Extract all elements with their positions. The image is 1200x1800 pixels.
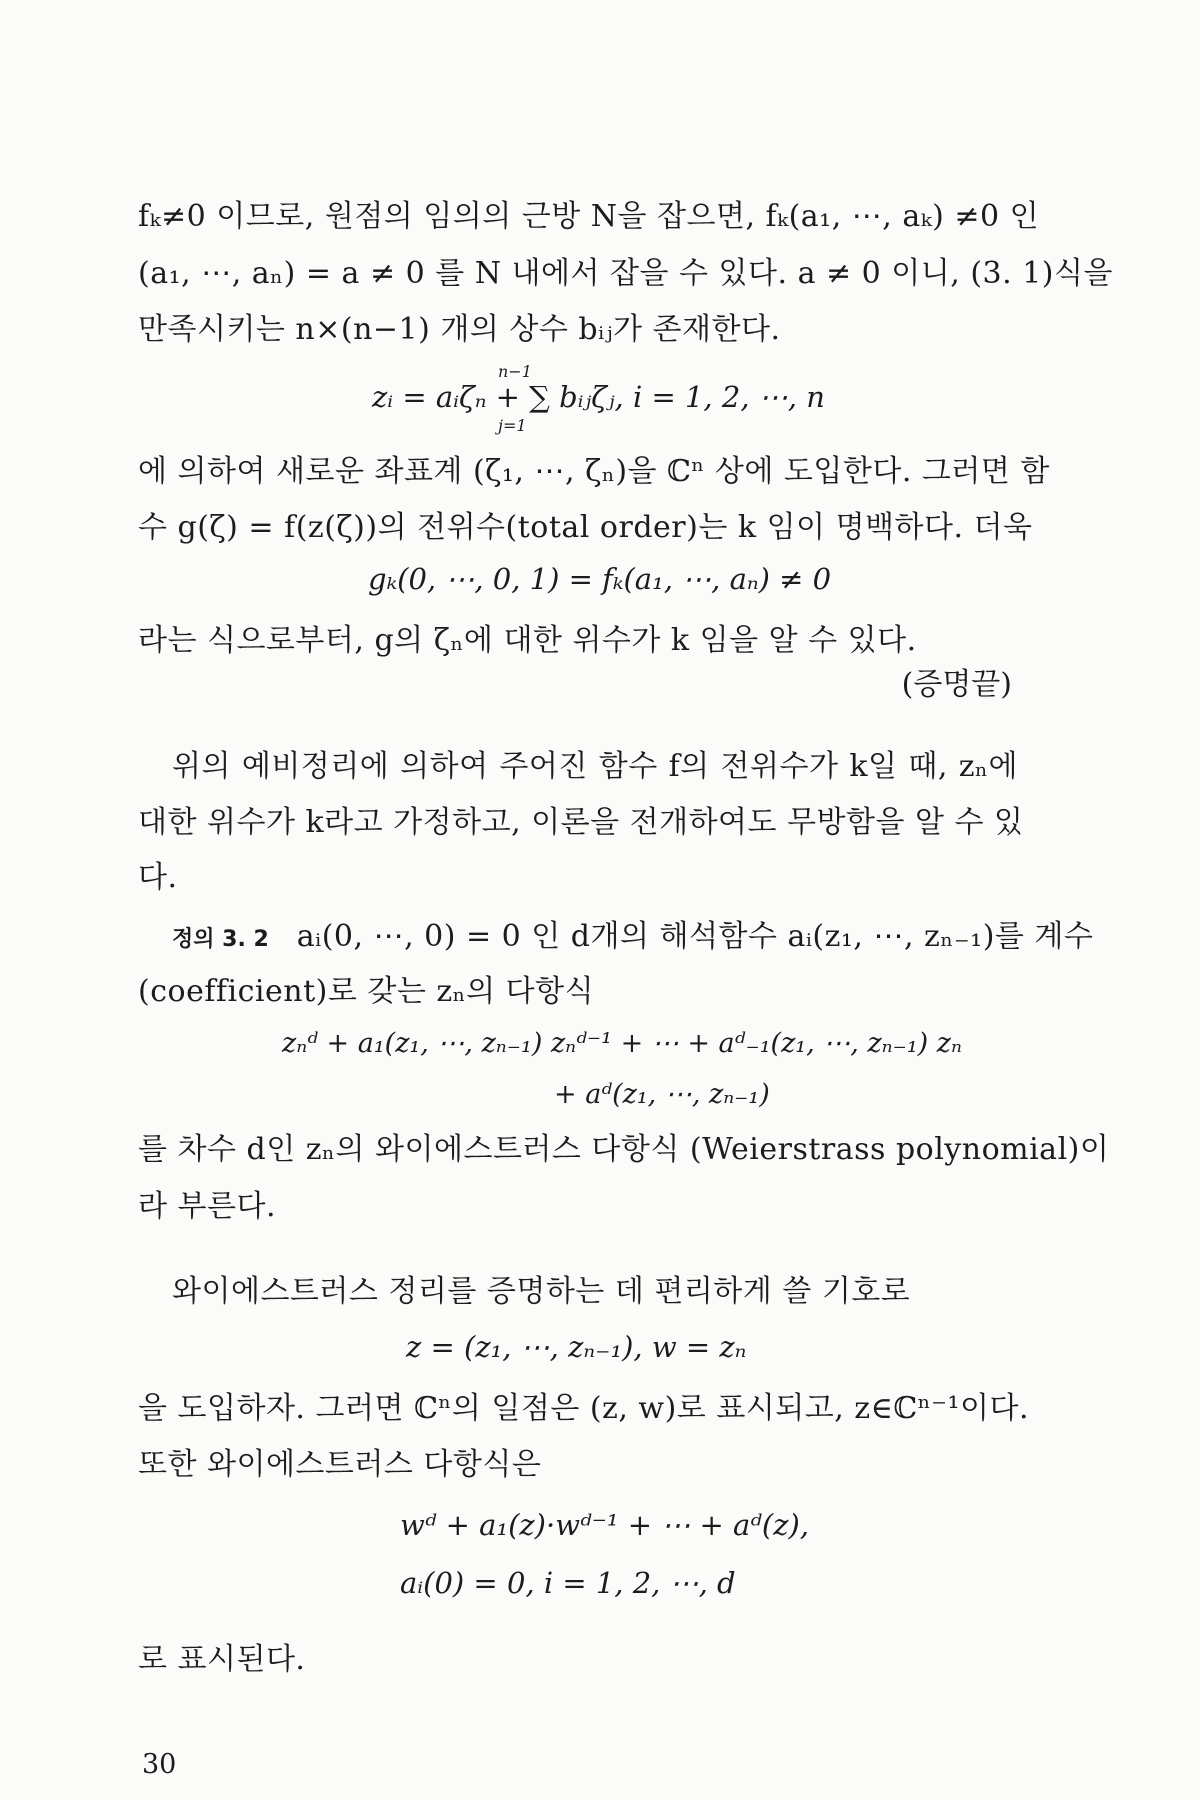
equation-5-line-1: wᵈ + a₁(z)·wᵈ⁻¹ + ⋯ + aᵈ(z),: [400, 1508, 810, 1542]
definition-text: aᵢ(0, ⋯, 0) = 0 인 d개의 해석함수 aᵢ(z₁, ⋯, zₙ₋₁)를 계수: [296, 919, 1094, 954]
paragraph-7-line-1: 을 도입하자. 그러면 ℂⁿ의 일점은 (z, w)로 표시되고, z∈ℂⁿ⁻¹이다.: [138, 1391, 1030, 1426]
paragraph-4-line-3: 다.: [138, 860, 178, 895]
paragraph-6-line-1: 와이에스트러스 정리를 증명하는 데 편리하게 쓸 기호로: [172, 1274, 911, 1309]
paragraph-5-line-2: 라 부른다.: [138, 1189, 276, 1224]
equation-2: gₖ(0, ⋯, 0, 1) = fₖ(a₁, ⋯, aₙ) ≠ 0: [368, 562, 832, 596]
equation-3-line-1: zₙᵈ + a₁(z₁, ⋯, zₙ₋₁) zₙᵈ⁻¹ + ⋯ + aᵈ₋₁(z₁, ⋯, zₙ₋₁) zₙ: [282, 1028, 962, 1059]
paragraph-2-line-1: 에 의하여 새로운 좌표계 (ζ₁, ⋯, ζₙ)을 ℂⁿ 상에 도입한다. 그러면 함: [138, 454, 1050, 489]
equation-3-line-2: + aᵈ(z₁, ⋯, zₙ₋₁): [554, 1079, 770, 1110]
equation-5-line-2: aᵢ(0) = 0, i = 1, 2, ⋯, d: [400, 1566, 736, 1600]
proof-end-mark: (증명끝): [901, 667, 1012, 702]
equation-1: zᵢ = aᵢζₙ + ∑ bᵢⱼζⱼ, i = 1, 2, ⋯, n: [372, 380, 825, 414]
definition-label: 정의 3. 2: [172, 927, 269, 952]
paragraph-5-line-1: 를 차수 d인 zₙ의 와이에스트러스 다항식 (Weierstrass polynomial)이: [138, 1132, 1110, 1167]
paragraph-3-line-1: 라는 식으로부터, g의 ζₙ에 대한 위수가 k 임을 알 수 있다.: [138, 623, 917, 658]
paragraph-7-line-2: 또한 와이에스트러스 다항식은: [138, 1447, 542, 1482]
paragraph-4-line-1: 위의 예비정리에 의하여 주어진 함수 f의 전위수가 k일 때, zₙ에: [172, 749, 1018, 784]
paragraph-1-line-1: fₖ≠0 이므로, 원점의 임의의 근방 N을 잡으면, fₖ(a₁, ⋯, aₖ) ≠0 인: [138, 199, 1040, 234]
paragraph-4-line-2: 대한 위수가 k라고 가정하고, 이론을 전개하여도 무방함을 알 수 있: [138, 805, 1024, 840]
page-number: 30: [142, 1749, 177, 1780]
definition-line-2: (coefficient)로 갖는 zₙ의 다항식: [138, 974, 595, 1009]
paragraph-8-line-1: 로 표시된다.: [138, 1642, 306, 1677]
equation-1-upper-limit: n−1: [498, 362, 532, 381]
definition-line-1: [172, 919, 1094, 957]
paragraph-2-line-2: 수 g(ζ) = f(z(ζ))의 전위수(total order)는 k 임이 명백하다. 더욱: [138, 510, 1033, 545]
equation-4: z = (z₁, ⋯, zₙ₋₁), w = zₙ: [406, 1330, 747, 1364]
paragraph-1-line-2: (a₁, ⋯, aₙ) = a ≠ 0 를 N 내에서 잡을 수 있다. a ≠ 0 이니, (3. 1)식을: [138, 256, 1113, 291]
paragraph-1-line-3: 만족시키는 n×(n−1) 개의 상수 bᵢⱼ가 존재한다.: [138, 312, 781, 347]
equation-1-lower-limit: j=1: [498, 416, 527, 435]
